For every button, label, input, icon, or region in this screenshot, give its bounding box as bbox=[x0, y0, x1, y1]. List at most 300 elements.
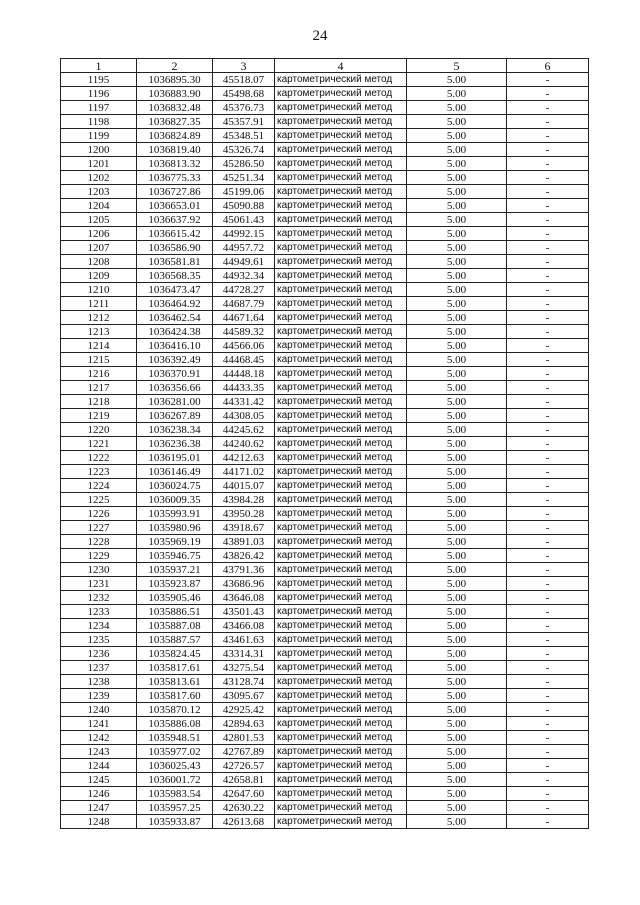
method-cell: картометрический метод bbox=[275, 129, 407, 143]
table-row bbox=[61, 437, 589, 451]
accuracy-cell: 5.00 bbox=[407, 731, 507, 745]
note-cell: - bbox=[507, 563, 589, 577]
point-number-cell: 1240 bbox=[61, 703, 137, 717]
point-number-cell: 1206 bbox=[61, 227, 137, 241]
method-cell: картометрический метод bbox=[275, 325, 407, 339]
accuracy-cell: 5.00 bbox=[407, 759, 507, 773]
table-row bbox=[61, 465, 589, 479]
point-number-cell: 1199 bbox=[61, 129, 137, 143]
y-coordinate-cell: 44015.07 bbox=[213, 479, 275, 493]
accuracy-cell: 5.00 bbox=[407, 269, 507, 283]
header-row bbox=[61, 59, 589, 73]
table-row bbox=[61, 661, 589, 675]
point-number-cell: 1202 bbox=[61, 171, 137, 185]
method-cell: картометрический метод bbox=[275, 675, 407, 689]
table-row bbox=[61, 353, 589, 367]
y-coordinate-cell: 43314.31 bbox=[213, 647, 275, 661]
method-cell: картометрический метод bbox=[275, 255, 407, 269]
method-cell: картометрический метод bbox=[275, 647, 407, 661]
x-coordinate-cell: 1036462.54 bbox=[137, 311, 213, 325]
point-number-cell: 1211 bbox=[61, 297, 137, 311]
method-cell: картометрический метод bbox=[275, 787, 407, 801]
method-cell: картометрический метод bbox=[275, 493, 407, 507]
x-coordinate-cell: 1036813.32 bbox=[137, 157, 213, 171]
point-number-cell: 1212 bbox=[61, 311, 137, 325]
note-cell: - bbox=[507, 241, 589, 255]
point-number-cell: 1214 bbox=[61, 339, 137, 353]
method-cell: картометрический метод bbox=[275, 605, 407, 619]
y-coordinate-cell: 44331.42 bbox=[213, 395, 275, 409]
accuracy-cell: 5.00 bbox=[407, 241, 507, 255]
method-cell: картометрический метод bbox=[275, 731, 407, 745]
method-cell: картометрический метод bbox=[275, 73, 407, 87]
y-coordinate-cell: 43501.43 bbox=[213, 605, 275, 619]
note-cell: - bbox=[507, 521, 589, 535]
accuracy-cell: 5.00 bbox=[407, 689, 507, 703]
header-cell: 1 bbox=[61, 59, 137, 73]
method-cell: картометрический метод bbox=[275, 409, 407, 423]
point-number-cell: 1213 bbox=[61, 325, 137, 339]
note-cell: - bbox=[507, 311, 589, 325]
y-coordinate-cell: 44171.02 bbox=[213, 465, 275, 479]
x-coordinate-cell: 1035886.51 bbox=[137, 605, 213, 619]
x-coordinate-cell: 1036653.01 bbox=[137, 199, 213, 213]
accuracy-cell: 5.00 bbox=[407, 423, 507, 437]
x-coordinate-cell: 1036568.35 bbox=[137, 269, 213, 283]
method-cell: картометрический метод bbox=[275, 297, 407, 311]
page-number: 24 bbox=[312, 28, 328, 44]
x-coordinate-cell: 1035957.25 bbox=[137, 801, 213, 815]
method-cell: картометрический метод bbox=[275, 283, 407, 297]
method-cell: картометрический метод bbox=[275, 213, 407, 227]
y-coordinate-cell: 43984.28 bbox=[213, 493, 275, 507]
y-coordinate-cell: 44949.61 bbox=[213, 255, 275, 269]
y-coordinate-cell: 44728.27 bbox=[213, 283, 275, 297]
y-coordinate-cell: 44308.05 bbox=[213, 409, 275, 423]
table-row bbox=[61, 395, 589, 409]
x-coordinate-cell: 1035946.75 bbox=[137, 549, 213, 563]
y-coordinate-cell: 44240.62 bbox=[213, 437, 275, 451]
table-row bbox=[61, 367, 589, 381]
x-coordinate-cell: 1035887.57 bbox=[137, 633, 213, 647]
point-number-cell: 1208 bbox=[61, 255, 137, 269]
table-row bbox=[61, 409, 589, 423]
note-cell: - bbox=[507, 661, 589, 675]
table-row bbox=[61, 647, 589, 661]
note-cell: - bbox=[507, 73, 589, 87]
point-number-cell: 1229 bbox=[61, 549, 137, 563]
note-cell: - bbox=[507, 507, 589, 521]
table-row bbox=[61, 507, 589, 521]
point-number-cell: 1241 bbox=[61, 717, 137, 731]
method-cell: картометрический метод bbox=[275, 101, 407, 115]
note-cell: - bbox=[507, 325, 589, 339]
accuracy-cell: 5.00 bbox=[407, 311, 507, 325]
y-coordinate-cell: 44245.62 bbox=[213, 423, 275, 437]
note-cell: - bbox=[507, 227, 589, 241]
x-coordinate-cell: 1035813.61 bbox=[137, 675, 213, 689]
accuracy-cell: 5.00 bbox=[407, 521, 507, 535]
y-coordinate-cell: 43891.03 bbox=[213, 535, 275, 549]
note-cell: - bbox=[507, 269, 589, 283]
x-coordinate-cell: 1036586.90 bbox=[137, 241, 213, 255]
y-coordinate-cell: 45251.34 bbox=[213, 171, 275, 185]
accuracy-cell: 5.00 bbox=[407, 409, 507, 423]
accuracy-cell: 5.00 bbox=[407, 703, 507, 717]
accuracy-cell: 5.00 bbox=[407, 157, 507, 171]
table-row bbox=[61, 73, 589, 87]
accuracy-cell: 5.00 bbox=[407, 213, 507, 227]
note-cell: - bbox=[507, 409, 589, 423]
y-coordinate-cell: 45199.06 bbox=[213, 185, 275, 199]
accuracy-cell: 5.00 bbox=[407, 171, 507, 185]
table-row bbox=[61, 339, 589, 353]
y-coordinate-cell: 45357.91 bbox=[213, 115, 275, 129]
point-number-cell: 1242 bbox=[61, 731, 137, 745]
point-number-cell: 1231 bbox=[61, 577, 137, 591]
table-row bbox=[61, 143, 589, 157]
point-number-cell: 1227 bbox=[61, 521, 137, 535]
method-cell: картометрический метод bbox=[275, 773, 407, 787]
header-cell: 6 bbox=[507, 59, 589, 73]
table-row bbox=[61, 577, 589, 591]
note-cell: - bbox=[507, 185, 589, 199]
point-number-cell: 1207 bbox=[61, 241, 137, 255]
y-coordinate-cell: 44433.35 bbox=[213, 381, 275, 395]
y-coordinate-cell: 43275.54 bbox=[213, 661, 275, 675]
accuracy-cell: 5.00 bbox=[407, 129, 507, 143]
table-row bbox=[61, 241, 589, 255]
x-coordinate-cell: 1035886.08 bbox=[137, 717, 213, 731]
x-coordinate-cell: 1036615.42 bbox=[137, 227, 213, 241]
note-cell: - bbox=[507, 451, 589, 465]
accuracy-cell: 5.00 bbox=[407, 353, 507, 367]
header-cell: 2 bbox=[137, 59, 213, 73]
note-cell: - bbox=[507, 353, 589, 367]
note-cell: - bbox=[507, 801, 589, 815]
method-cell: картометрический метод bbox=[275, 339, 407, 353]
accuracy-cell: 5.00 bbox=[407, 549, 507, 563]
table-row bbox=[61, 689, 589, 703]
point-number-cell: 1237 bbox=[61, 661, 137, 675]
accuracy-cell: 5.00 bbox=[407, 619, 507, 633]
method-cell: картометрический метод bbox=[275, 185, 407, 199]
method-cell: картометрический метод bbox=[275, 451, 407, 465]
point-number-cell: 1221 bbox=[61, 437, 137, 451]
note-cell: - bbox=[507, 465, 589, 479]
point-number-cell: 1233 bbox=[61, 605, 137, 619]
point-number-cell: 1225 bbox=[61, 493, 137, 507]
point-number-cell: 1238 bbox=[61, 675, 137, 689]
accuracy-cell: 5.00 bbox=[407, 675, 507, 689]
accuracy-cell: 5.00 bbox=[407, 381, 507, 395]
y-coordinate-cell: 45498.68 bbox=[213, 87, 275, 101]
point-number-cell: 1246 bbox=[61, 787, 137, 801]
accuracy-cell: 5.00 bbox=[407, 451, 507, 465]
y-coordinate-cell: 43128.74 bbox=[213, 675, 275, 689]
method-cell: картометрический метод bbox=[275, 227, 407, 241]
method-cell: картометрический метод bbox=[275, 423, 407, 437]
header-cell: 5 bbox=[407, 59, 507, 73]
note-cell: - bbox=[507, 759, 589, 773]
x-coordinate-cell: 1036281.00 bbox=[137, 395, 213, 409]
point-number-cell: 1209 bbox=[61, 269, 137, 283]
point-number-cell: 1235 bbox=[61, 633, 137, 647]
table-row bbox=[61, 815, 589, 829]
accuracy-cell: 5.00 bbox=[407, 115, 507, 129]
method-cell: картометрический метод bbox=[275, 549, 407, 563]
table-row bbox=[61, 451, 589, 465]
accuracy-cell: 5.00 bbox=[407, 717, 507, 731]
y-coordinate-cell: 44566.06 bbox=[213, 339, 275, 353]
accuracy-cell: 5.00 bbox=[407, 605, 507, 619]
method-cell: картометрический метод bbox=[275, 479, 407, 493]
y-coordinate-cell: 44468.45 bbox=[213, 353, 275, 367]
table-row bbox=[61, 563, 589, 577]
note-cell: - bbox=[507, 787, 589, 801]
x-coordinate-cell: 1035817.60 bbox=[137, 689, 213, 703]
y-coordinate-cell: 45376.73 bbox=[213, 101, 275, 115]
accuracy-cell: 5.00 bbox=[407, 493, 507, 507]
point-number-cell: 1224 bbox=[61, 479, 137, 493]
method-cell: картометрический метод bbox=[275, 521, 407, 535]
y-coordinate-cell: 43646.08 bbox=[213, 591, 275, 605]
note-cell: - bbox=[507, 717, 589, 731]
table-row bbox=[61, 101, 589, 115]
point-number-cell: 1239 bbox=[61, 689, 137, 703]
point-number-cell: 1210 bbox=[61, 283, 137, 297]
table-row bbox=[61, 759, 589, 773]
accuracy-cell: 5.00 bbox=[407, 773, 507, 787]
accuracy-cell: 5.00 bbox=[407, 535, 507, 549]
y-coordinate-cell: 43791.36 bbox=[213, 563, 275, 577]
method-cell: картометрический метод bbox=[275, 437, 407, 451]
accuracy-cell: 5.00 bbox=[407, 185, 507, 199]
method-cell: картометрический метод bbox=[275, 801, 407, 815]
note-cell: - bbox=[507, 101, 589, 115]
point-number-cell: 1205 bbox=[61, 213, 137, 227]
table-row bbox=[61, 787, 589, 801]
point-number-cell: 1216 bbox=[61, 367, 137, 381]
y-coordinate-cell: 43686.96 bbox=[213, 577, 275, 591]
note-cell: - bbox=[507, 283, 589, 297]
x-coordinate-cell: 1035937.21 bbox=[137, 563, 213, 577]
accuracy-cell: 5.00 bbox=[407, 647, 507, 661]
y-coordinate-cell: 42658.81 bbox=[213, 773, 275, 787]
accuracy-cell: 5.00 bbox=[407, 325, 507, 339]
method-cell: картометрический метод bbox=[275, 157, 407, 171]
y-coordinate-cell: 44589.32 bbox=[213, 325, 275, 339]
x-coordinate-cell: 1036775.33 bbox=[137, 171, 213, 185]
note-cell: - bbox=[507, 731, 589, 745]
method-cell: картометрический метод bbox=[275, 619, 407, 633]
accuracy-cell: 5.00 bbox=[407, 479, 507, 493]
method-cell: картометрический метод bbox=[275, 367, 407, 381]
table-row bbox=[61, 115, 589, 129]
method-cell: картометрический метод bbox=[275, 171, 407, 185]
point-number-cell: 1223 bbox=[61, 465, 137, 479]
y-coordinate-cell: 42726.57 bbox=[213, 759, 275, 773]
method-cell: картометрический метод bbox=[275, 87, 407, 101]
note-cell: - bbox=[507, 549, 589, 563]
point-number-cell: 1226 bbox=[61, 507, 137, 521]
method-cell: картометрический метод bbox=[275, 563, 407, 577]
y-coordinate-cell: 43950.28 bbox=[213, 507, 275, 521]
x-coordinate-cell: 1036832.48 bbox=[137, 101, 213, 115]
note-cell: - bbox=[507, 619, 589, 633]
table-row bbox=[61, 185, 589, 199]
note-cell: - bbox=[507, 339, 589, 353]
point-number-cell: 1197 bbox=[61, 101, 137, 115]
method-cell: картометрический метод bbox=[275, 381, 407, 395]
y-coordinate-cell: 43466.08 bbox=[213, 619, 275, 633]
note-cell: - bbox=[507, 689, 589, 703]
x-coordinate-cell: 1036637.92 bbox=[137, 213, 213, 227]
x-coordinate-cell: 1035969.19 bbox=[137, 535, 213, 549]
note-cell: - bbox=[507, 381, 589, 395]
x-coordinate-cell: 1036895.30 bbox=[137, 73, 213, 87]
y-coordinate-cell: 42630.22 bbox=[213, 801, 275, 815]
table-row bbox=[61, 171, 589, 185]
accuracy-cell: 5.00 bbox=[407, 563, 507, 577]
x-coordinate-cell: 1036416.10 bbox=[137, 339, 213, 353]
method-cell: картометрический метод bbox=[275, 311, 407, 325]
y-coordinate-cell: 45326.74 bbox=[213, 143, 275, 157]
accuracy-cell: 5.00 bbox=[407, 227, 507, 241]
table-row bbox=[61, 605, 589, 619]
y-coordinate-cell: 45348.51 bbox=[213, 129, 275, 143]
accuracy-cell: 5.00 bbox=[407, 801, 507, 815]
table-row bbox=[61, 283, 589, 297]
point-number-cell: 1236 bbox=[61, 647, 137, 661]
x-coordinate-cell: 1035905.46 bbox=[137, 591, 213, 605]
table-row bbox=[61, 87, 589, 101]
note-cell: - bbox=[507, 213, 589, 227]
note-cell: - bbox=[507, 171, 589, 185]
x-coordinate-cell: 1035870.12 bbox=[137, 703, 213, 717]
note-cell: - bbox=[507, 605, 589, 619]
table-row bbox=[61, 269, 589, 283]
method-cell: картометрический метод bbox=[275, 465, 407, 479]
table-row bbox=[61, 745, 589, 759]
accuracy-cell: 5.00 bbox=[407, 745, 507, 759]
table-row bbox=[61, 381, 589, 395]
note-cell: - bbox=[507, 423, 589, 437]
table-body bbox=[61, 73, 589, 829]
note-cell: - bbox=[507, 129, 589, 143]
table-row bbox=[61, 325, 589, 339]
accuracy-cell: 5.00 bbox=[407, 577, 507, 591]
y-coordinate-cell: 42925.42 bbox=[213, 703, 275, 717]
x-coordinate-cell: 1035980.96 bbox=[137, 521, 213, 535]
note-cell: - bbox=[507, 703, 589, 717]
x-coordinate-cell: 1036236.38 bbox=[137, 437, 213, 451]
note-cell: - bbox=[507, 297, 589, 311]
method-cell: картометрический метод bbox=[275, 241, 407, 255]
x-coordinate-cell: 1036009.35 bbox=[137, 493, 213, 507]
y-coordinate-cell: 44932.34 bbox=[213, 269, 275, 283]
y-coordinate-cell: 42801.53 bbox=[213, 731, 275, 745]
method-cell: картометрический метод bbox=[275, 745, 407, 759]
y-coordinate-cell: 42613.68 bbox=[213, 815, 275, 829]
x-coordinate-cell: 1035923.87 bbox=[137, 577, 213, 591]
y-coordinate-cell: 43918.67 bbox=[213, 521, 275, 535]
point-number-cell: 1219 bbox=[61, 409, 137, 423]
accuracy-cell: 5.00 bbox=[407, 101, 507, 115]
y-coordinate-cell: 44992.15 bbox=[213, 227, 275, 241]
note-cell: - bbox=[507, 535, 589, 549]
x-coordinate-cell: 1036238.34 bbox=[137, 423, 213, 437]
method-cell: картометрический метод bbox=[275, 759, 407, 773]
accuracy-cell: 5.00 bbox=[407, 815, 507, 829]
note-cell: - bbox=[507, 773, 589, 787]
y-coordinate-cell: 43826.42 bbox=[213, 549, 275, 563]
x-coordinate-cell: 1036727.86 bbox=[137, 185, 213, 199]
x-coordinate-cell: 1035824.45 bbox=[137, 647, 213, 661]
y-coordinate-cell: 42647.60 bbox=[213, 787, 275, 801]
table-row bbox=[61, 157, 589, 171]
x-coordinate-cell: 1035933.87 bbox=[137, 815, 213, 829]
table-row bbox=[61, 227, 589, 241]
point-number-cell: 1195 bbox=[61, 73, 137, 87]
point-number-cell: 1244 bbox=[61, 759, 137, 773]
point-number-cell: 1248 bbox=[61, 815, 137, 829]
method-cell: картометрический метод bbox=[275, 115, 407, 129]
method-cell: картометрический метод bbox=[275, 717, 407, 731]
y-coordinate-cell: 45518.07 bbox=[213, 73, 275, 87]
x-coordinate-cell: 1036392.49 bbox=[137, 353, 213, 367]
table-row bbox=[61, 255, 589, 269]
x-coordinate-cell: 1035977.02 bbox=[137, 745, 213, 759]
x-coordinate-cell: 1036473.47 bbox=[137, 283, 213, 297]
note-cell: - bbox=[507, 591, 589, 605]
accuracy-cell: 5.00 bbox=[407, 465, 507, 479]
note-cell: - bbox=[507, 493, 589, 507]
note-cell: - bbox=[507, 815, 589, 829]
table-row bbox=[61, 535, 589, 549]
x-coordinate-cell: 1036370.91 bbox=[137, 367, 213, 381]
header-cell: 3 bbox=[213, 59, 275, 73]
y-coordinate-cell: 44671.64 bbox=[213, 311, 275, 325]
x-coordinate-cell: 1036581.81 bbox=[137, 255, 213, 269]
table-row bbox=[61, 717, 589, 731]
point-number-cell: 1247 bbox=[61, 801, 137, 815]
x-coordinate-cell: 1036356.66 bbox=[137, 381, 213, 395]
point-number-cell: 1228 bbox=[61, 535, 137, 549]
point-number-cell: 1200 bbox=[61, 143, 137, 157]
method-cell: картометрический метод bbox=[275, 577, 407, 591]
x-coordinate-cell: 1035887.08 bbox=[137, 619, 213, 633]
note-cell: - bbox=[507, 255, 589, 269]
x-coordinate-cell: 1036819.40 bbox=[137, 143, 213, 157]
accuracy-cell: 5.00 bbox=[407, 283, 507, 297]
y-coordinate-cell: 45061.43 bbox=[213, 213, 275, 227]
accuracy-cell: 5.00 bbox=[407, 73, 507, 87]
x-coordinate-cell: 1035983.54 bbox=[137, 787, 213, 801]
y-coordinate-cell: 44448.18 bbox=[213, 367, 275, 381]
y-coordinate-cell: 42894.63 bbox=[213, 717, 275, 731]
point-number-cell: 1217 bbox=[61, 381, 137, 395]
x-coordinate-cell: 1036267.89 bbox=[137, 409, 213, 423]
table-row bbox=[61, 801, 589, 815]
table-row bbox=[61, 591, 589, 605]
method-cell: картометрический метод bbox=[275, 353, 407, 367]
x-coordinate-cell: 1036824.89 bbox=[137, 129, 213, 143]
note-cell: - bbox=[507, 479, 589, 493]
x-coordinate-cell: 1035993.91 bbox=[137, 507, 213, 521]
table-row bbox=[61, 129, 589, 143]
y-coordinate-cell: 42767.89 bbox=[213, 745, 275, 759]
